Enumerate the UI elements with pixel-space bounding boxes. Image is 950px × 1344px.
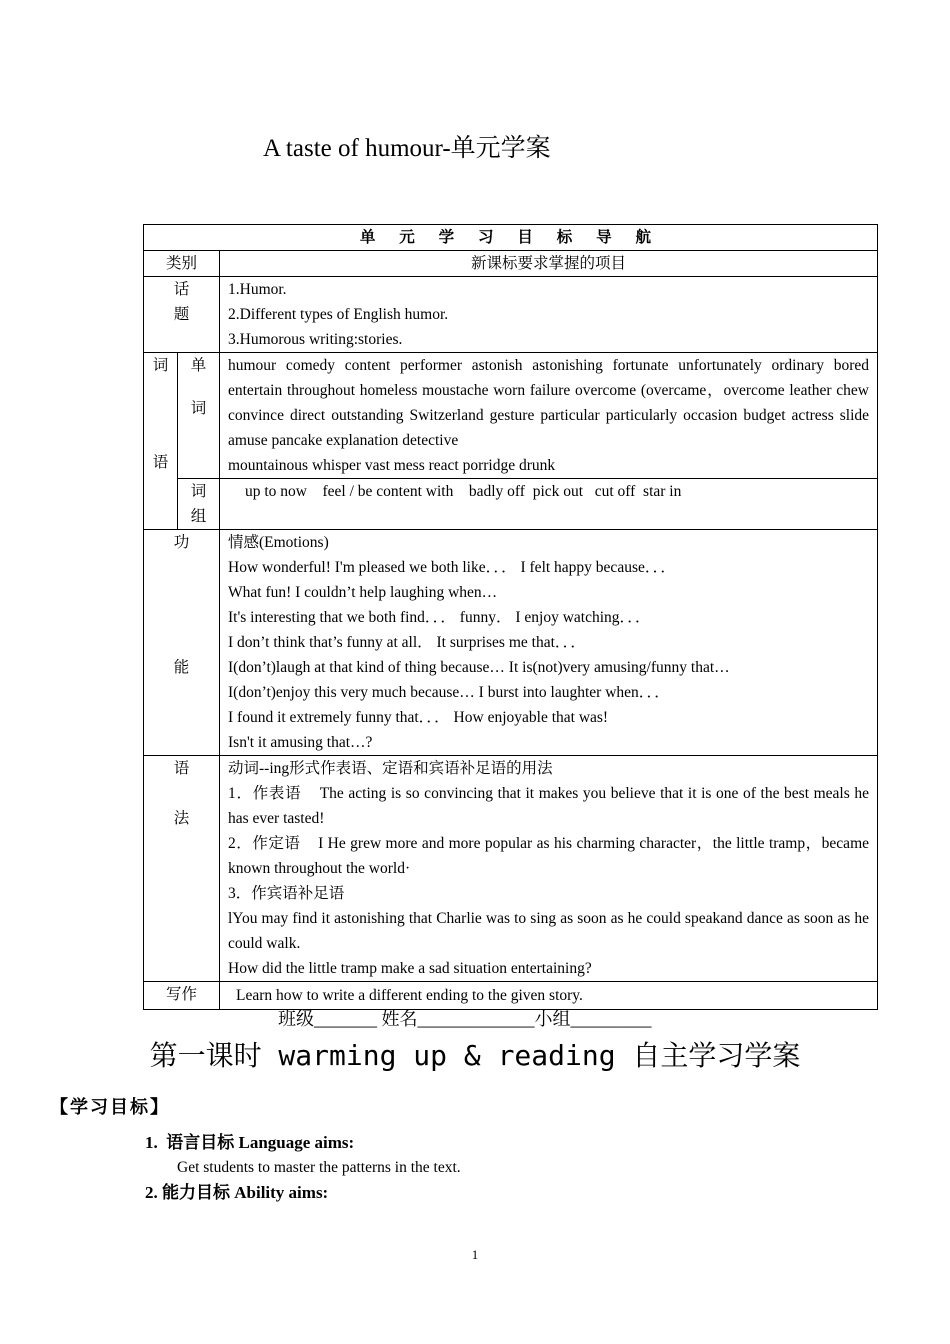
grammar-row	[144, 756, 878, 982]
grammar-item-3-heading: 3．作宾语补足语	[228, 885, 345, 902]
topic-row	[144, 277, 878, 353]
function-line: Isn't it amusing that…?	[228, 734, 373, 751]
vocab-label-char-2: 语	[152, 454, 169, 471]
grammar-item-1: 1．作表语 The acting is so convincing that it makes you believe that it is one of the best meals he has ever tasted!	[228, 785, 873, 827]
topic-label-char-1: 话	[173, 281, 190, 298]
topic-line: 2.Different types of English humor.	[228, 306, 449, 323]
words-label-char-2: 词	[190, 400, 207, 417]
grammar-item-3-example-2: How did the little tramp make a sad situation entertaining?	[228, 960, 592, 977]
function-line: 情感(Emotions)	[228, 534, 329, 551]
document-title: A taste of humour-单元学案	[263, 135, 551, 162]
function-label-char-2: 能	[173, 659, 190, 676]
writing-label: 写作	[144, 982, 220, 1010]
writing-row	[144, 982, 878, 1010]
grammar-content	[220, 756, 878, 982]
topic-line: 3.Humorous writing:stories.	[228, 331, 403, 348]
vocab-phrases-row	[144, 479, 878, 530]
language-aims-text: Get students to master the patterns in the text.	[177, 1159, 461, 1176]
page-number: 1	[471, 1247, 479, 1262]
function-label-char-1: 功	[173, 534, 190, 551]
unit-goals-table	[143, 224, 878, 1010]
function-line: What fun! I couldn’t help laughing when…	[228, 584, 498, 601]
words-label	[178, 353, 220, 479]
ability-aims-heading: 2. 能力目标 Ability aims:	[145, 1183, 329, 1202]
grammar-label-char-1: 语	[173, 760, 190, 777]
phrases-label-char-2: 组	[190, 508, 207, 525]
function-row	[144, 530, 878, 756]
topic-label-char-2: 题	[173, 306, 190, 323]
phrases-content: up to now feel / be content with badly off pick out cut off star in	[220, 479, 878, 530]
grammar-item-2: 2．作定语 I He grew more and more popular as his charming character，the little tramp，became known throughout the world·	[228, 835, 873, 877]
vocab-label	[144, 353, 178, 530]
language-aims-heading: 1. 语言目标 Language aims:	[145, 1133, 355, 1152]
words-list: humour comedy content performer astonish astonishing fortunate unfortunately ordinary bored entertain throughout homeless moustache worn failure overcome (overcame，overcome leather chew convince direct outstanding Switzerland gesture particular particularly occasion budget actress slide amuse pancake explanation detective	[228, 357, 869, 449]
function-line: How wonderful! I'm pleased we both like．．． I felt happy because．．．	[228, 559, 676, 576]
words-list-last: mountainous whisper vast mess react porridge drunk	[228, 457, 556, 474]
phrases-label	[178, 479, 220, 530]
grammar-intro: 动词--ing形式作表语、定语和宾语补足语的用法	[228, 760, 553, 777]
table-header: 单 元 学 习 目 标 导 航	[144, 225, 878, 251]
vocab-words-row	[144, 353, 878, 479]
function-line: I found it extremely funny that．．． How enjoyable that was!	[228, 709, 609, 726]
function-content	[220, 530, 878, 756]
function-line: I(don’t)enjoy this very much because… I burst into laughter when．．．	[228, 684, 670, 701]
lesson-title: 第一课时 warming up & reading 自主学习学案	[149, 1039, 801, 1072]
topic-line: 1.Humor.	[228, 281, 287, 298]
phrases-label-char-1: 词	[190, 483, 207, 500]
function-line: I(don’t)laugh at that kind of thing because… It is(not)very amusing/funny that…	[228, 659, 730, 676]
words-content	[220, 353, 878, 479]
vocab-label-char-1: 词	[152, 357, 169, 374]
topic-label	[144, 277, 220, 353]
column-category: 类别	[144, 251, 220, 277]
function-label	[144, 530, 220, 756]
words-label-char-1: 单	[190, 357, 207, 374]
grammar-item-3-example-1: lYou may find it astonishing that Charlie was to sing as soon as he could speakand dance as soon as he could walk.	[228, 910, 869, 952]
topic-content	[220, 277, 878, 353]
grammar-label	[144, 756, 220, 982]
grammar-label-char-2: 法	[173, 810, 190, 827]
table-header-row	[144, 225, 878, 251]
study-goals-heading: 【学习目标】	[50, 1097, 170, 1117]
writing-content: Learn how to write a different ending to the given story.	[220, 982, 878, 1010]
function-line: It's interesting that we both find．．． funny． I enjoy watching．．．	[228, 609, 651, 626]
column-items: 新课标要求掌握的项目	[220, 251, 878, 277]
function-line: I don’t think that’s funny at all． It surprises me that．．．	[228, 634, 586, 651]
student-info-line: 班级_______ 姓名_____________小组_________	[278, 1009, 652, 1029]
column-header-row	[144, 251, 878, 277]
